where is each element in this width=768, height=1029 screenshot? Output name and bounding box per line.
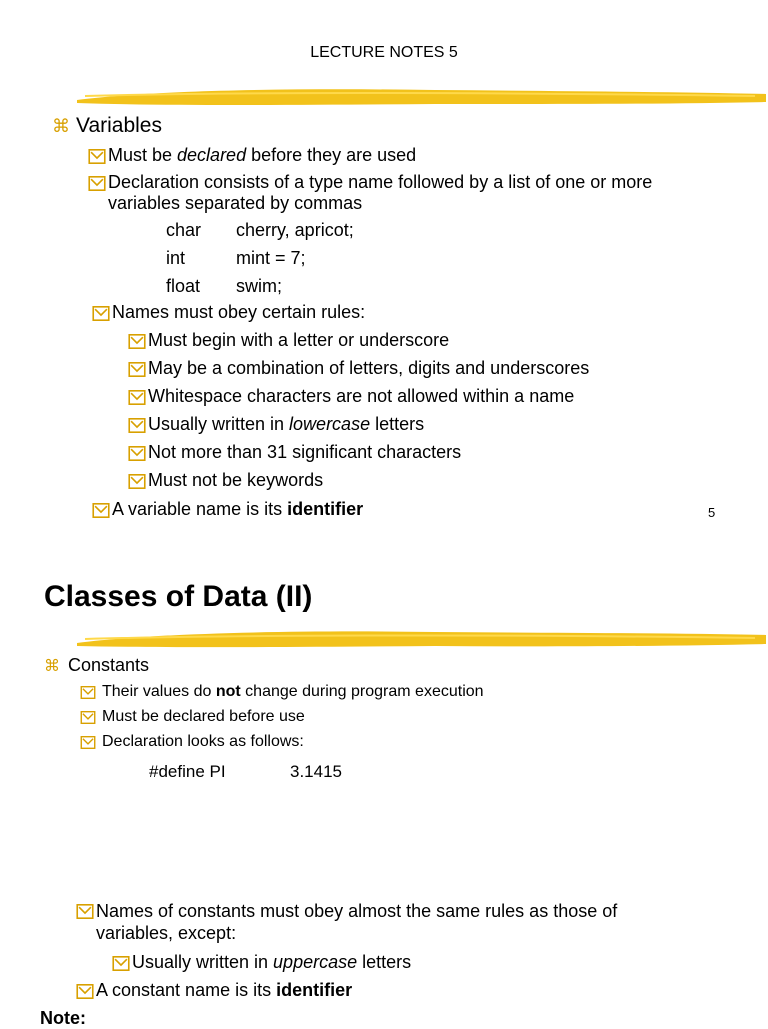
code-line: char cherry, apricot; [166, 220, 354, 240]
item-text: Names must obey certain rules: [112, 302, 366, 322]
item-text: Whitespace characters are not allowed within a name [148, 386, 575, 406]
checkbox-bullet-icon [80, 711, 96, 724]
heading-text: Constants [68, 655, 150, 675]
rule-item [128, 470, 323, 491]
item-text: Must begin with a letter or underscore [148, 330, 450, 350]
item-text: A constant name is its identifier [96, 980, 353, 1000]
checkbox-bullet-icon [128, 362, 146, 377]
rule-item [128, 358, 589, 379]
item-text: Usually written in uppercase letters [132, 952, 412, 972]
item-text: Usually written in lowercase letters [148, 414, 425, 434]
list-item [88, 172, 652, 214]
item-text: May be a combination of letters, digits and underscores [148, 358, 590, 378]
variables-heading [52, 114, 162, 138]
item-text: Declaration looks as follows: [102, 733, 304, 750]
checkbox-bullet-icon [76, 984, 94, 999]
sub-list-item [112, 952, 411, 973]
list-item [80, 733, 304, 751]
page-header: LECTURE NOTES 5 [310, 44, 458, 61]
page-number: 5 [708, 505, 716, 520]
checkbox-bullet-icon [88, 176, 106, 191]
rule-item [128, 442, 461, 463]
brush-divider [75, 84, 768, 110]
code-line: #define PI 3.1415 [149, 762, 342, 781]
note-label: Note: [40, 1008, 86, 1028]
checkbox-bullet-icon [88, 149, 106, 164]
list-item [92, 499, 363, 520]
command-icon: ⌘ [52, 115, 70, 136]
checkbox-bullet-icon [112, 956, 130, 971]
list-item [88, 145, 416, 166]
item-text: Must be declared before they are used [108, 145, 417, 165]
checkbox-bullet-icon [128, 446, 146, 461]
rule-item [128, 386, 574, 407]
item-text: A variable name is its identifier [112, 499, 364, 519]
heading-text: Variables [76, 114, 162, 137]
checkbox-bullet-icon [128, 390, 146, 405]
item-text: Must be declared before use [102, 708, 305, 725]
command-icon: ⌘ [44, 657, 60, 675]
brush-divider [75, 626, 768, 652]
slide-title: Classes of Data (II) [44, 580, 313, 613]
rule-item [128, 330, 449, 351]
item-text: Their values do not change during program execution [102, 683, 484, 700]
list-item [80, 683, 484, 701]
item-text: Declaration consists of a type name followed by a list of one or more variables separated by commas [108, 172, 653, 213]
checkbox-bullet-icon [128, 418, 146, 433]
checkbox-bullet-icon [128, 334, 146, 349]
checkbox-bullet-icon [92, 306, 110, 321]
list-item [92, 302, 365, 323]
item-text: Must not be keywords [148, 470, 324, 490]
checkbox-bullet-icon [92, 503, 110, 518]
rule-item [128, 414, 424, 435]
checkbox-bullet-icon [80, 736, 96, 749]
code-line: int mint = 7; [166, 248, 306, 268]
list-item [76, 980, 352, 1001]
list-item [76, 900, 617, 944]
item-text: Not more than 31 significant characters [148, 442, 462, 462]
checkbox-bullet-icon [76, 904, 94, 919]
code-line: float swim; [166, 276, 282, 296]
checkbox-bullet-icon [128, 474, 146, 489]
checkbox-bullet-icon [80, 686, 96, 699]
constants-heading [44, 655, 149, 676]
item-text: Names of constants must obey almost the same rules as those of variables, except: [96, 901, 618, 943]
list-item [80, 708, 305, 726]
